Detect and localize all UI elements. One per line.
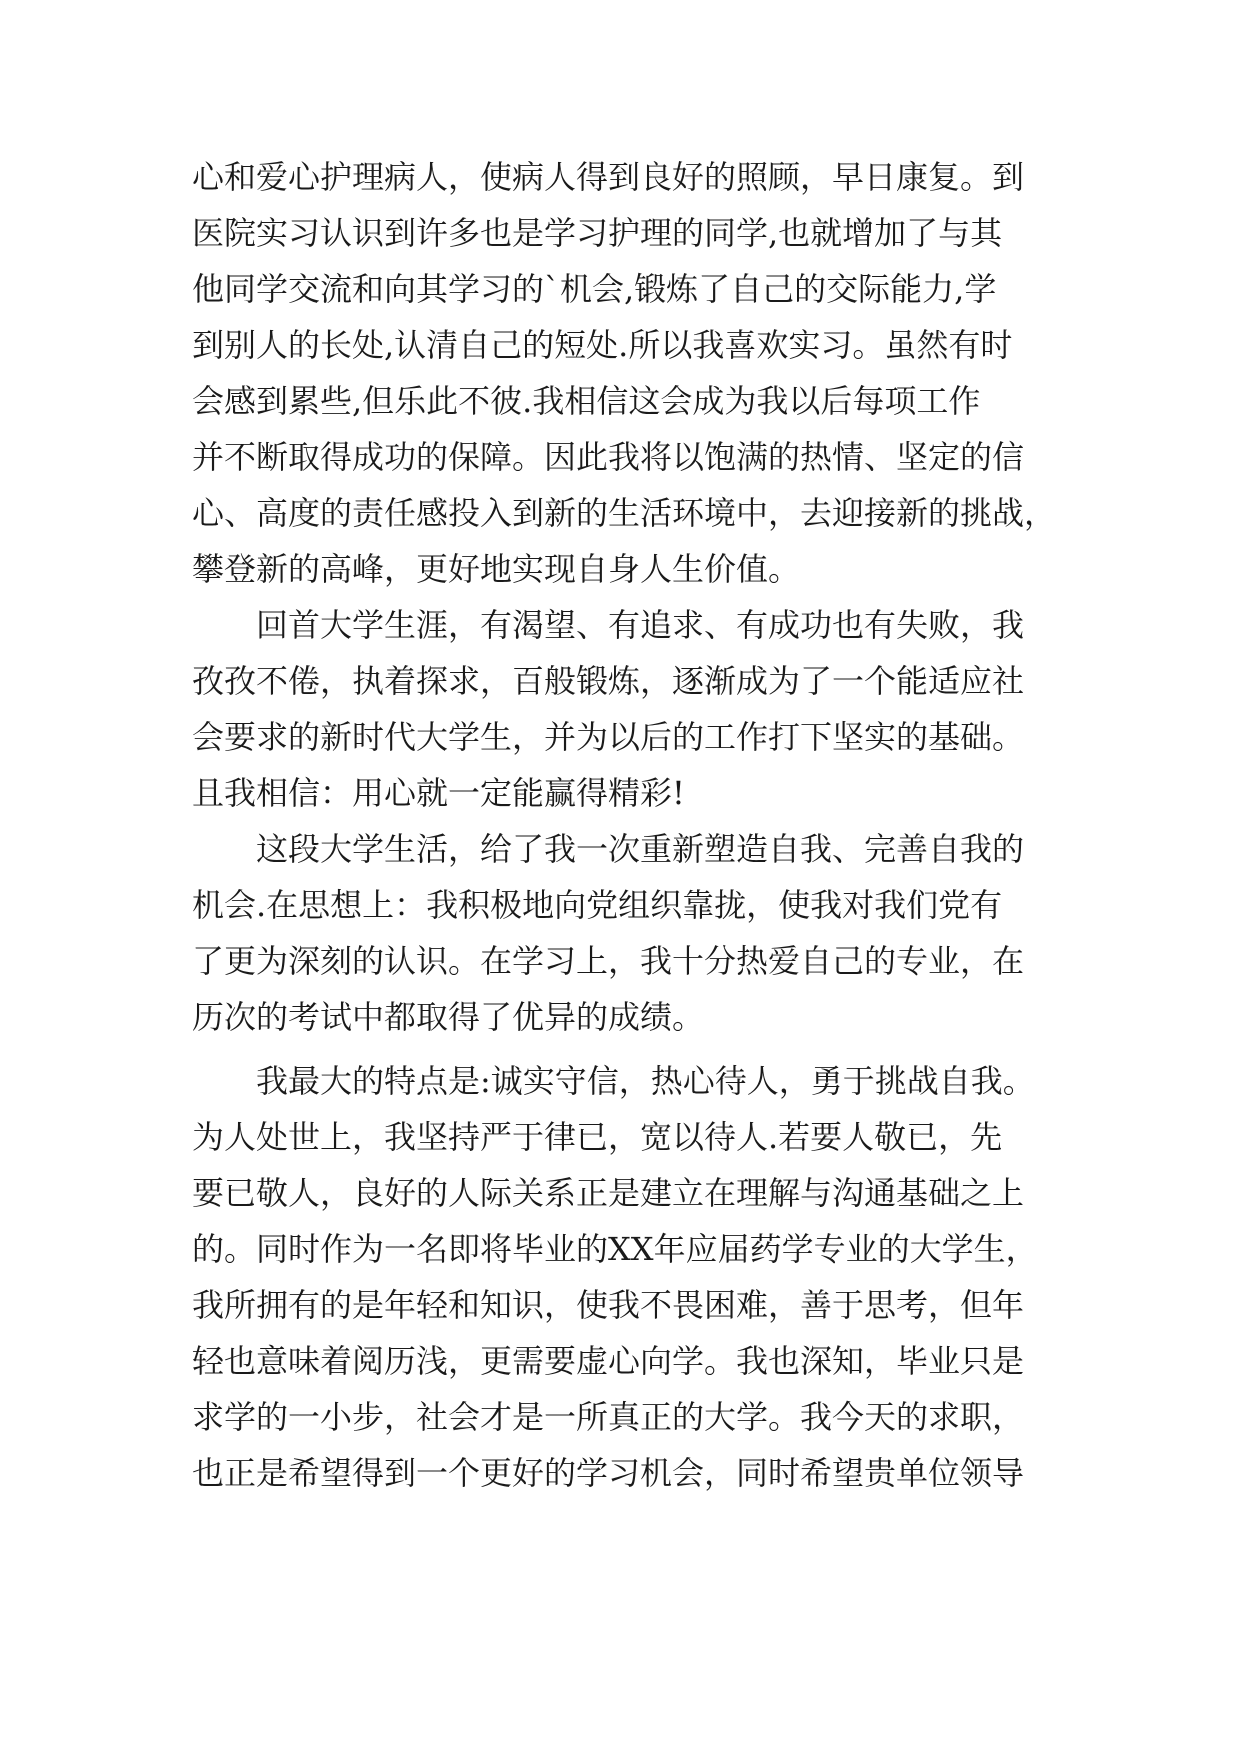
- text-line: 轻也意味着阅历浅，更需要虚心向学。我也深知，毕业只是: [192, 1342, 1025, 1380]
- text-line: 了更为深刻的认识。在学习上，我十分热爱自己的专业，在: [192, 942, 1025, 980]
- text-line: 也正是希望得到一个更好的学习机会，同时希望贵单位领导: [192, 1454, 1025, 1492]
- text-line: 攀登新的高峰，更好地实现自身人生价值。: [192, 550, 801, 588]
- text-line: 我所拥有的是年轻和知识，使我不畏困难，善于思考，但年: [192, 1286, 1025, 1324]
- text-line: 到别人的长处,认清自己的短处.所以我喜欢实习。虽然有时: [192, 326, 1013, 364]
- text-line: 历次的考试中都取得了优异的成绩。: [192, 998, 705, 1036]
- paragraph-first-line: 我最大的特点是:诚实守信，热心待人，勇于挑战自我。: [256, 1062, 1035, 1100]
- text-line: 会感到累些,但乐此不彼.我相信这会成为我以后每项工作: [192, 382, 981, 420]
- text-line: 机会.在思想上：我积极地向党组织靠拢，使我对我们党有: [192, 886, 1003, 924]
- text-line: 会要求的新时代大学生，并为以后的工作打下坚实的基础。: [192, 718, 1025, 756]
- text-line: 医院实习认识到许多也是学习护理的同学,也就增加了与其: [192, 214, 1003, 252]
- text-line: 心、高度的责任感投入到新的生活环境中，去迎接新的挑战，: [192, 494, 1057, 532]
- paragraph-first-line: 回首大学生涯，有渴望、有追求、有成功也有失败，我: [256, 606, 1025, 644]
- text-line: 为人处世上，我坚持严于律已，宽以待人.若要人敬已，先: [192, 1118, 1003, 1156]
- paragraph-first-line: 这段大学生活，给了我一次重新塑造自我、完善自我的: [256, 830, 1025, 868]
- text-line: 孜孜不倦，执着探求，百般锻炼，逐渐成为了一个能适应社: [192, 662, 1025, 700]
- text-line: 求学的一小步，社会才是一所真正的大学。我今天的求职，: [192, 1398, 1025, 1436]
- text-line: 的。同时作为一名即将毕业的XX年应届药学专业的大学生，: [192, 1230, 1038, 1268]
- text-line: 要已敬人，良好的人际关系正是建立在理解与沟通基础之上: [192, 1174, 1025, 1212]
- text-line: 且我相信：用心就一定能赢得精彩!: [192, 774, 685, 812]
- text-line: 并不断取得成功的保障。因此我将以饱满的热情、坚定的信: [192, 438, 1025, 476]
- text-line: 他同学交流和向其学习的`机会,锻炼了自己的交际能力,学: [192, 270, 997, 308]
- text-line: 心和爱心护理病人，使病人得到良好的照顾，早日康复。到: [192, 158, 1025, 196]
